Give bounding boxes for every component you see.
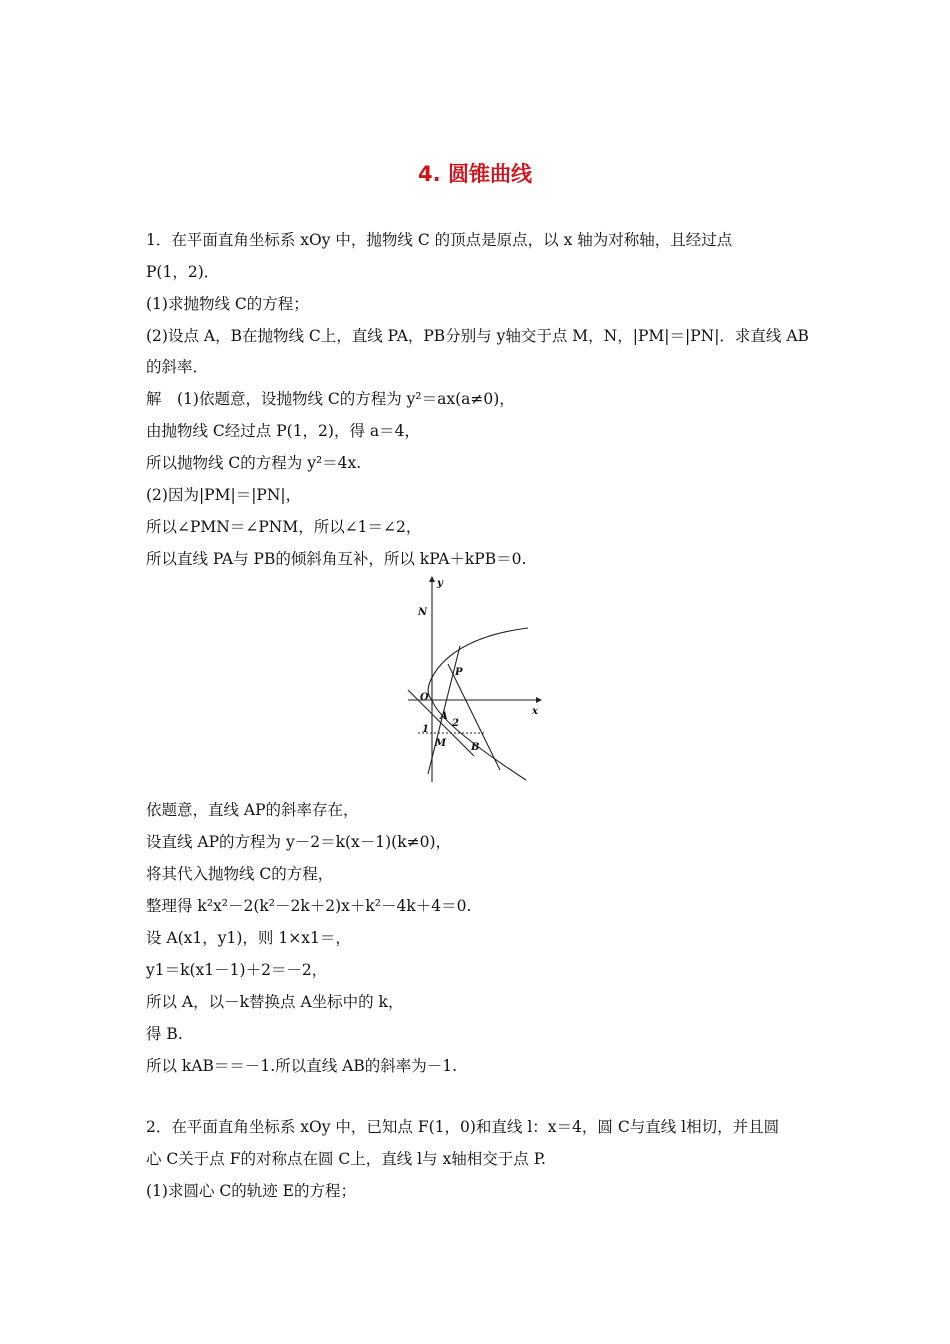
text-line: P(1，2)． bbox=[146, 263, 220, 281]
text-line: 1．在平面直角坐标系 xOy 中，抛物线 C 的顶点是原点，以 x 轴为对称轴，且经过点 bbox=[146, 231, 733, 249]
page-title: 4. 圆锥曲线 bbox=[418, 162, 532, 186]
label-b: B bbox=[471, 742, 480, 753]
parabola-figure bbox=[404, 574, 546, 784]
text-line: 所以 A，以－k替换点 A坐标中的 k， bbox=[146, 993, 404, 1011]
label-n: N bbox=[418, 607, 428, 618]
text-line: 设直线 AP的方程为 y－2＝k(x－1)(k≠0)， bbox=[146, 833, 452, 851]
parabola-curve bbox=[428, 628, 528, 780]
text-line: 所以抛物线 C的方程为 y²＝4x. bbox=[146, 454, 362, 472]
label-1: 1 bbox=[422, 724, 429, 735]
text-line: 依题意，直线 AP的斜率存在， bbox=[146, 801, 359, 819]
text-line: 的斜率． bbox=[146, 358, 209, 376]
label-p: P bbox=[455, 667, 463, 678]
text-line: 所以∠PMN＝∠PNM，所以∠1＝∠2， bbox=[146, 518, 422, 536]
text-line: 所以直线 PA与 PB的倾斜角互补，所以 kPA＋kPB＝0. bbox=[146, 550, 527, 568]
label-y: y bbox=[437, 578, 443, 589]
text-line: 由抛物线 C经过点 P(1，2)，得 a＝4， bbox=[146, 422, 420, 440]
label-2: 2 bbox=[452, 718, 459, 729]
text-line: 心 C关于点 F的对称点在圆 C上，直线 l与 x轴相交于点 P. bbox=[146, 1150, 546, 1168]
text-line: 2．在平面直角坐标系 xOy 中，已知点 F(1，0)和直线 l：x＝4，圆 C与直线 l相切，并且圆 bbox=[146, 1118, 780, 1136]
label-o: O bbox=[420, 692, 429, 703]
text-line: 将其代入抛物线 C的方程， bbox=[146, 865, 334, 883]
text-line: 解 (1)依题意，设抛物线 C的方程为 y²＝ax(a≠0)， bbox=[146, 390, 515, 408]
text-line: (1)求抛物线 C的方程； bbox=[146, 295, 309, 313]
text-line: 设 A(x1，y1)，则 1×x1＝， bbox=[146, 929, 351, 947]
text-line: 得 B. bbox=[146, 1025, 183, 1043]
text-line: (1)求圆心 C的轨迹 E的方程； bbox=[146, 1182, 356, 1200]
text-line: (2)因为|PM|＝|PN|， bbox=[146, 486, 302, 504]
line-pb bbox=[428, 646, 460, 774]
label-m: M bbox=[435, 738, 447, 749]
text-line: 整理得 k²x²－2(k²－2k＋2)x＋k²－4k＋4＝0. bbox=[146, 897, 472, 915]
text-line: y1＝k(x1－1)＋2＝－2， bbox=[146, 961, 328, 979]
x-axis-arrow bbox=[536, 697, 542, 703]
line-pa bbox=[448, 664, 500, 770]
label-a: A bbox=[440, 711, 448, 722]
y-axis-arrow bbox=[429, 576, 435, 582]
text-line: (2)设点 A，B在抛物线 C上，直线 PA，PB分别与 y轴交于点 M，N，|PM|＝|PN|．求直线 AB bbox=[146, 327, 809, 345]
label-x: x bbox=[532, 706, 538, 717]
text-line: 所以 kAB＝＝－1.所以直线 AB的斜率为－1. bbox=[146, 1057, 457, 1075]
